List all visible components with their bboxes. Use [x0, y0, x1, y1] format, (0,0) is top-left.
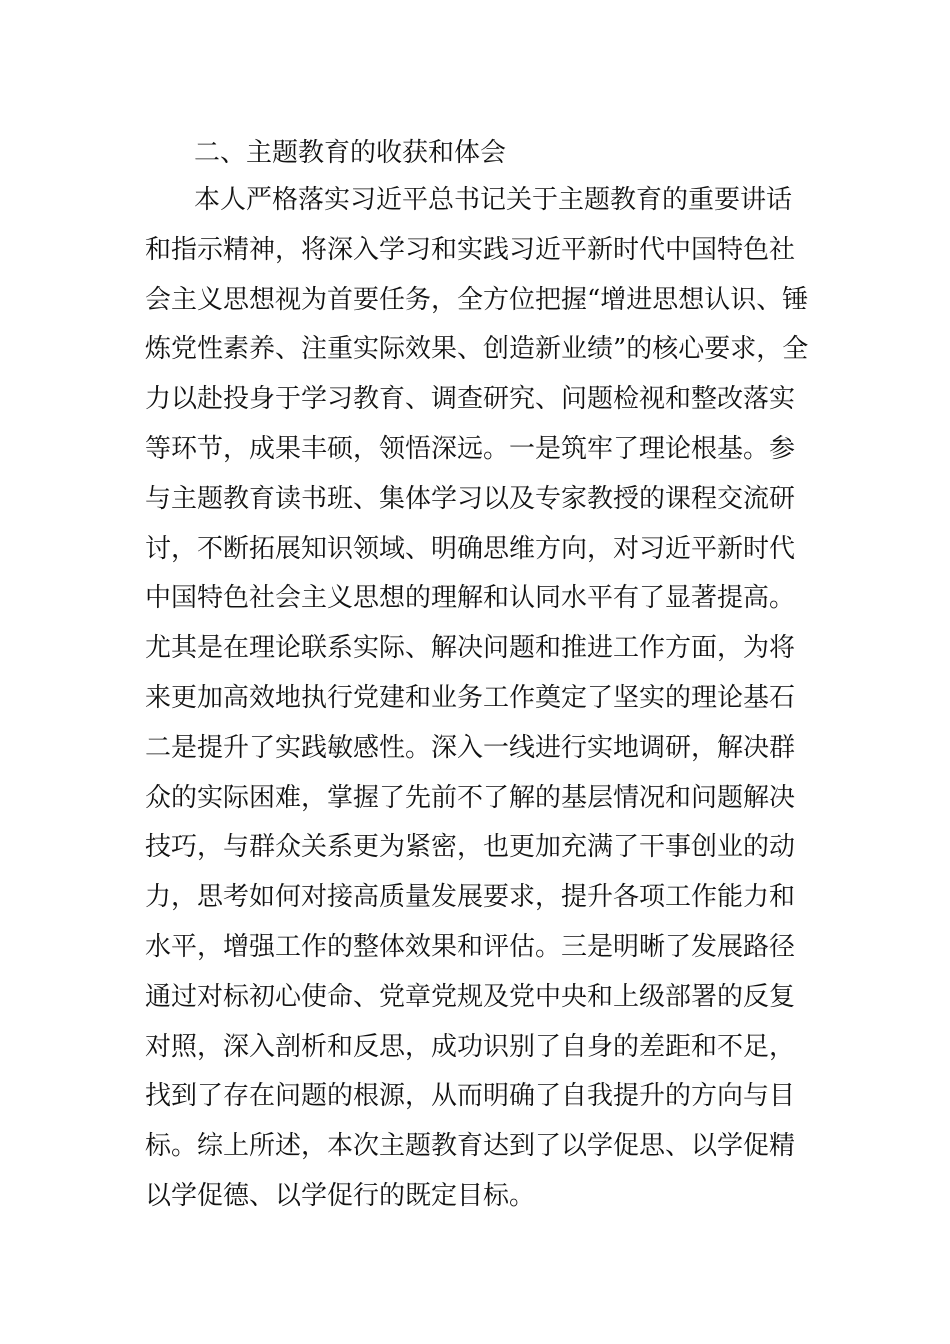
text-line: 技巧，与群众关系更为紧密，也更加充满了干事创业的动 [145, 832, 796, 863]
text-line: 力，思考如何对接高质量发展要求，提升各项工作能力和 [145, 882, 796, 913]
text-line: 中国特色社会主义思想的理解和认同水平有了显著提高。 [145, 583, 796, 614]
text-line: 会主义思想视为首要任务，全方位把握“增进思想认识、锤 [145, 284, 809, 315]
text-line: 二是提升了实践敏感性。深入一线进行实地调研，解决群 [145, 732, 796, 763]
text-line: 通过对标初心使命、党章党规及党中央和上级部署的反复 [145, 981, 796, 1012]
text-line: 对照，深入剖析和反思，成功识别了自身的差距和不足， [145, 1031, 796, 1062]
text-line: 众的实际困难，掌握了先前不了解的基层情况和问题解决 [145, 782, 796, 813]
text-line: 水平，增强工作的整体效果和评估。三是明晰了发展路径 [145, 931, 796, 962]
section-heading: 二、主题教育的收获和体会 [194, 138, 507, 168]
text-line: 讨，不断拓展知识领域、明确思维方向，对习近平新时代 [145, 533, 796, 564]
text-line: 等环节，成果丰硕，领悟深远。一是筑牢了理论根基。参 [145, 433, 796, 464]
text-line: 来更加高效地执行党建和业务工作奠定了坚实的理论基石 [145, 682, 796, 713]
text-line: 本人严格落实习近平总书记关于主题教育的重要讲话 [194, 185, 793, 215]
text-line: 炼党性素养、注重实际效果、创造新业绩”的核心要求，全 [145, 334, 809, 365]
body-paragraph [145, 176, 815, 1222]
text-line: 力以赴投身于学习教育、调查研究、问题检视和整改落实 [145, 384, 796, 415]
text-line: 标。综上所述，本次主题教育达到了以学促思、以学促精 [145, 1131, 796, 1162]
text-line: 尤其是在理论联系实际、解决问题和推进工作方面，为将 [145, 633, 796, 664]
text-line: 和指示精神，将深入学习和实践习近平新时代中国特色社 [145, 234, 796, 265]
text-line: 找到了存在问题的根源，从而明确了自我提升的方向与目 [145, 1081, 796, 1112]
text-line: 与主题教育读书班、集体学习以及专家教授的课程交流研 [145, 483, 796, 514]
text-line: 以学促德、以学促行的既定目标。 [145, 1180, 536, 1211]
